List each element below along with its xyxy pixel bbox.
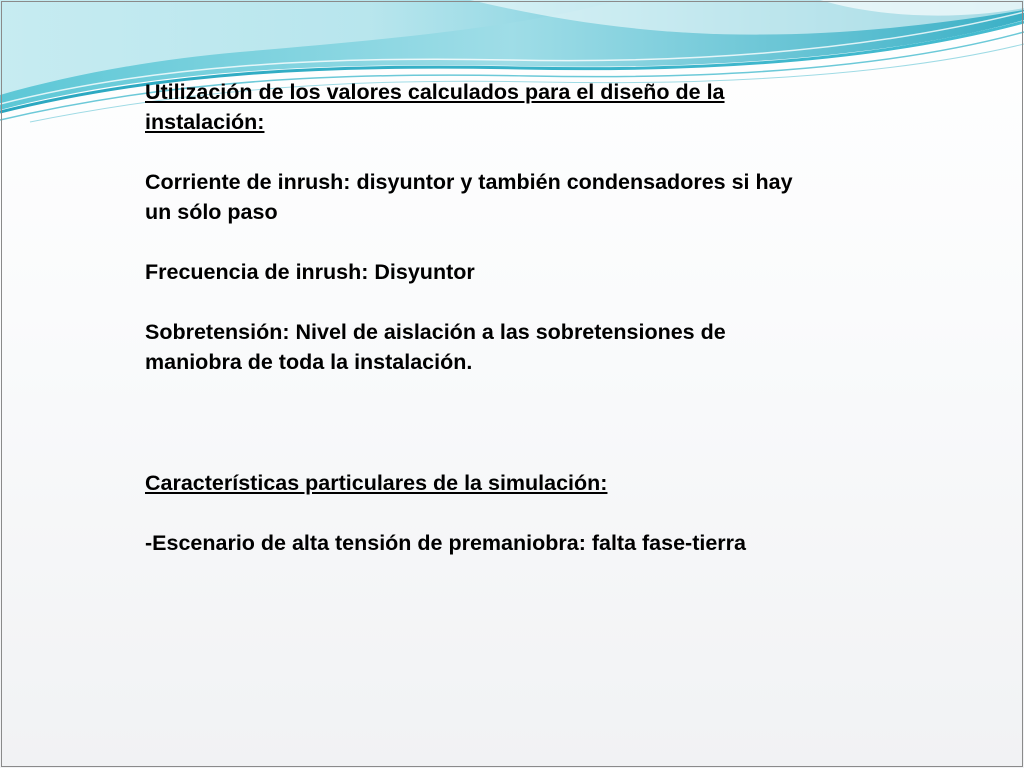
- spacer: [145, 498, 810, 528]
- paragraph-frecuencia-inrush: Frecuencia de inrush: Disyuntor: [145, 260, 475, 284]
- heading-utilizacion: Utilización de los valores calculados para el diseño de la instalación:: [145, 80, 725, 134]
- spacer: [145, 227, 810, 257]
- paragraph-corriente-inrush: Corriente de inrush: disyuntor y también condensadores si hay un sólo paso: [145, 170, 793, 224]
- paragraph-sobretension: Sobretensión: Nivel de aislación a las sobretensiones de maniobra de toda la instalación.: [145, 320, 726, 374]
- spacer: [145, 377, 810, 468]
- paragraph-escenario: -Escenario de alta tensión de premaniobra: falta fase-tierra: [145, 531, 746, 555]
- spacer: [145, 287, 810, 317]
- heading-caracteristicas: Características particulares de la simulación:: [145, 471, 608, 495]
- slide-content: [145, 77, 810, 558]
- spacer: [145, 137, 810, 167]
